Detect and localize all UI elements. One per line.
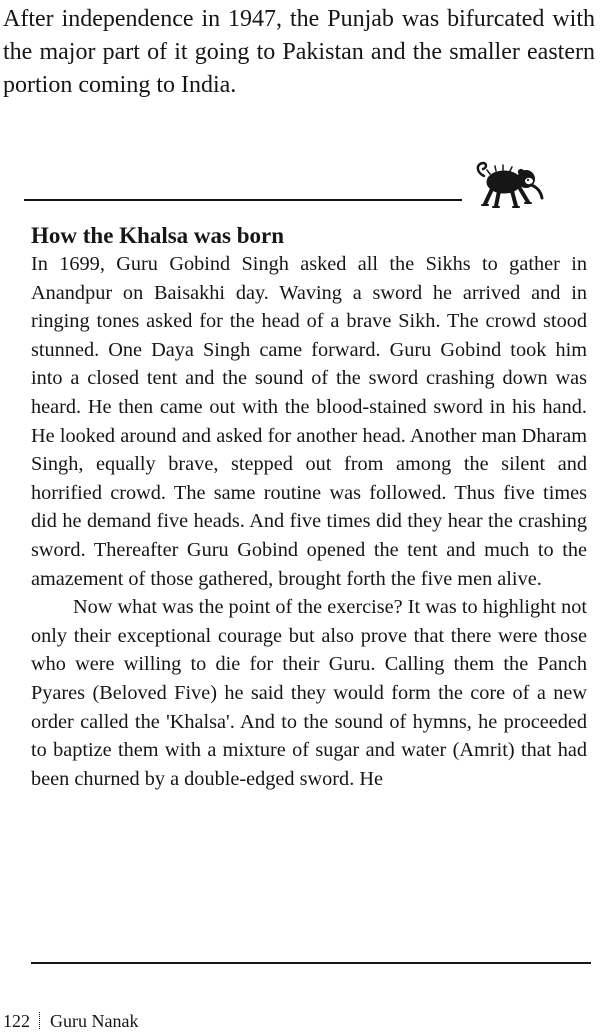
book-title: Guru Nanak bbox=[50, 1011, 139, 1031]
monkey-ornament-icon bbox=[474, 158, 546, 210]
box-paragraph-2: Now what was the point of the exercise? It was to highlight not only their exceptional courage but also prove that there were those who were willing to die for their Guru. Calling them the Panch Pyares (Beloved Five) he said they would form the core of a new order called the 'Khalsa'. And to the sound of hymns, he proceeded to baptize them with a mixture of sugar and water (Amrit) that had been churned by a double-edged sword. He bbox=[31, 596, 587, 790]
intro-paragraph: After independence in 1947, the Punjab was bifurcated with the major part of it going to Pakistan and the smaller eastern portion coming to India. bbox=[3, 6, 595, 98]
box-paragraph-1: In 1699, Guru Gobind Singh asked all the Sikhs to gather in Anandpur on Baisakhi day. Waving a sword he arrived and in ringing tones asked for the head of a brave Sikh. The crowd stood stunned. One Daya Singh came forward. Guru Gobind took him into a closed tent and the sound of the sword crashing down was heard. He then came out with the blood-stained sword in his hand. He looked around and asked for another head. Another man Dharam Singh, equally brave, stepped out from among the silent and horrified crowd. The same routine was followed. Thus five times did he demand five heads. And five times did they hear the crashing sword. Thereafter Guru Gobind opened the tent and much to the amazement of those gathered, brought forth the five men alive. bbox=[31, 253, 587, 590]
page-footer bbox=[3, 1010, 138, 1032]
box-top-rule bbox=[24, 199, 462, 201]
box-heading: How the Khalsa was born bbox=[31, 223, 285, 248]
box-bottom-rule bbox=[31, 962, 591, 964]
box-body bbox=[31, 250, 587, 793]
footer-separator bbox=[39, 1012, 41, 1029]
page-number: 122 bbox=[3, 1011, 30, 1031]
